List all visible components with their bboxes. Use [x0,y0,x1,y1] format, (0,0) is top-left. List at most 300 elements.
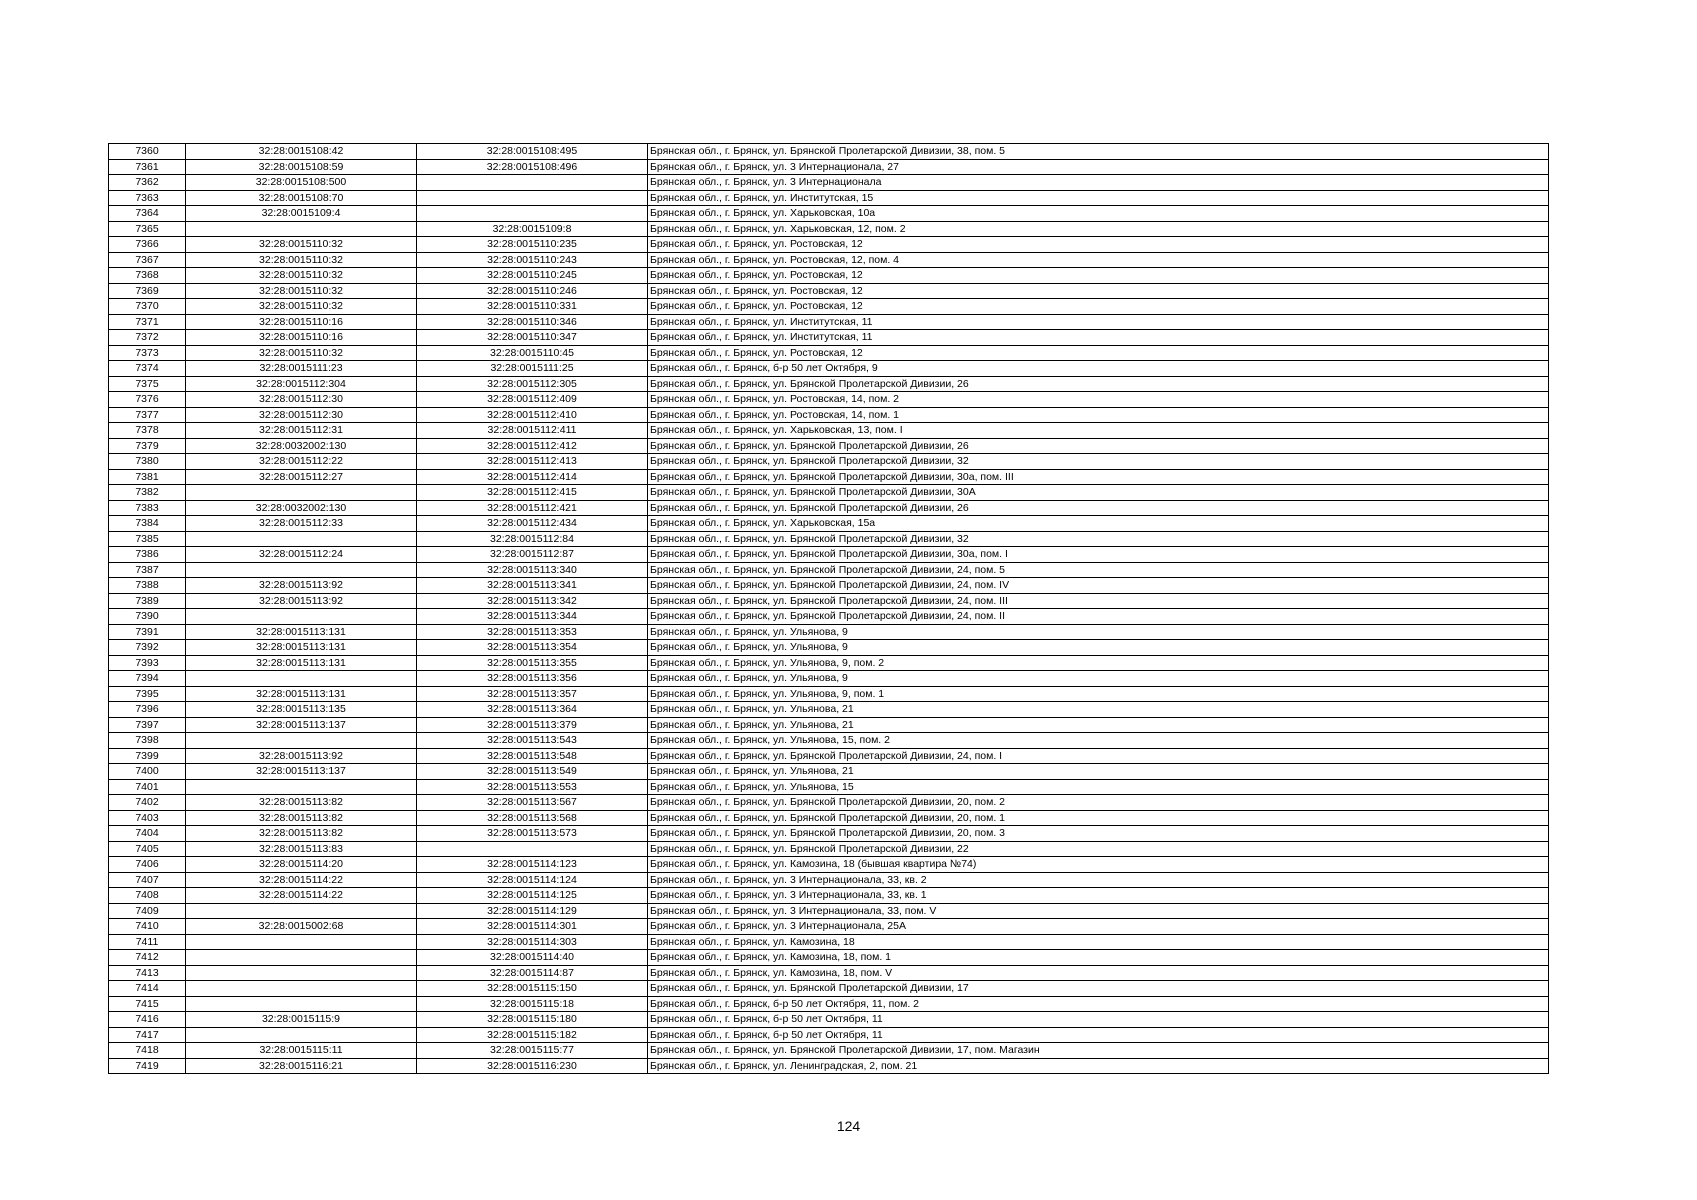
parcel-number-cell: 32:28:0015110:32 [186,345,417,361]
object-number-cell [417,175,648,191]
table-row [109,934,1549,950]
parcel-number-cell: 32:28:0015110:32 [186,237,417,253]
object-number-cell: 32:28:0015116:230 [417,1058,648,1074]
table-row [109,159,1549,175]
parcel-number-cell: 32:28:0015112:31 [186,423,417,439]
address-cell: Брянская обл., г. Брянск, ул. Институтская, 11 [648,314,1549,330]
parcel-number-cell [186,1027,417,1043]
table-row [109,531,1549,547]
table-row [109,640,1549,656]
table-row [109,330,1549,346]
parcel-number-cell [186,981,417,997]
row-number-cell: 7377 [109,407,186,423]
address-cell: Брянская обл., г. Брянск, ул. Ульянова, 9 [648,640,1549,656]
table-row [109,624,1549,640]
object-number-cell: 32:28:0015113:543 [417,733,648,749]
object-number-cell: 32:28:0015112:87 [417,547,648,563]
table-row [109,345,1549,361]
table-row [109,810,1549,826]
table-row [109,857,1549,873]
address-cell: Брянская обл., г. Брянск, ул. Брянской Пролетарской Дивизии, 17, пом. Магазин [648,1043,1549,1059]
table-row [109,1058,1549,1074]
object-number-cell: 32:28:0015113:553 [417,779,648,795]
table-row [109,206,1549,222]
address-cell: Брянская обл., г. Брянск, ул. 3 Интернационала, 25А [648,919,1549,935]
object-number-cell: 32:28:0015110:235 [417,237,648,253]
parcel-number-cell: 32:28:0015113:131 [186,624,417,640]
object-number-cell: 32:28:0015110:346 [417,314,648,330]
address-cell: Брянская обл., г. Брянск, ул. Ульянова, 15 [648,779,1549,795]
row-number-cell: 7381 [109,469,186,485]
row-number-cell: 7388 [109,578,186,594]
table-row [109,562,1549,578]
row-number-cell: 7409 [109,903,186,919]
parcel-number-cell: 32:28:0015112:24 [186,547,417,563]
object-number-cell: 32:28:0015112:410 [417,407,648,423]
row-number-cell: 7391 [109,624,186,640]
parcel-number-cell: 32:28:0015113:82 [186,795,417,811]
object-number-cell: 32:28:0015113:548 [417,748,648,764]
parcel-number-cell [186,531,417,547]
address-cell: Брянская обл., г. Брянск, ул. Брянской Пролетарской Дивизии, 32 [648,531,1549,547]
row-number-cell: 7389 [109,593,186,609]
address-cell: Брянская обл., г. Брянск, ул. Ростовская, 14, пом. 2 [648,392,1549,408]
address-cell: Брянская обл., г. Брянск, ул. Камозина, 18, пом. 1 [648,950,1549,966]
row-number-cell: 7397 [109,717,186,733]
address-cell: Брянская обл., г. Брянск, ул. Ульянова, 21 [648,764,1549,780]
address-cell: Брянская обл., г. Брянск, ул. Ростовская, 12 [648,283,1549,299]
row-number-cell: 7380 [109,454,186,470]
parcel-number-cell [186,965,417,981]
row-number-cell: 7366 [109,237,186,253]
table-row [109,996,1549,1012]
address-cell: Брянская обл., г. Брянск, ул. Брянской Пролетарской Дивизии, 24, пом. III [648,593,1549,609]
address-cell: Брянская обл., г. Брянск, ул. Харьковская, 10а [648,206,1549,222]
object-number-cell: 32:28:0015113:344 [417,609,648,625]
address-cell: Брянская обл., г. Брянск, ул. Ростовская, 12 [648,237,1549,253]
table-row [109,826,1549,842]
row-number-cell: 7379 [109,438,186,454]
object-number-cell: 32:28:0015115:182 [417,1027,648,1043]
object-number-cell: 32:28:0015110:45 [417,345,648,361]
parcel-number-cell: 32:28:0015109:4 [186,206,417,222]
object-number-cell: 32:28:0015113:355 [417,655,648,671]
address-cell: Брянская обл., г. Брянск, ул. Ростовская, 12 [648,268,1549,284]
object-number-cell: 32:28:0015113:364 [417,702,648,718]
table-row [109,764,1549,780]
parcel-number-cell: 32:28:0015112:22 [186,454,417,470]
table-row [109,237,1549,253]
table-row [109,1027,1549,1043]
parcel-number-cell: 32:28:0015113:131 [186,655,417,671]
object-number-cell: 32:28:0015112:305 [417,376,648,392]
row-number-cell: 7378 [109,423,186,439]
address-cell: Брянская обл., г. Брянск, ул. Ульянова, 21 [648,702,1549,718]
parcel-number-cell: 32:28:0015113:92 [186,578,417,594]
table-row [109,361,1549,377]
parcel-number-cell: 32:28:0015110:16 [186,314,417,330]
object-number-cell: 32:28:0015114:303 [417,934,648,950]
object-number-cell: 32:28:0015110:246 [417,283,648,299]
row-number-cell: 7374 [109,361,186,377]
parcel-number-cell: 32:28:0032002:130 [186,500,417,516]
address-cell: Брянская обл., г. Брянск, ул. Ульянова, 9, пом. 2 [648,655,1549,671]
parcel-number-cell: 32:28:0015112:27 [186,469,417,485]
object-number-cell: 32:28:0015113:567 [417,795,648,811]
row-number-cell: 7418 [109,1043,186,1059]
table-row [109,919,1549,935]
table-row [109,950,1549,966]
page-number: 124 [836,1118,861,1134]
object-number-cell: 32:28:0015108:495 [417,144,648,160]
parcel-number-cell: 32:28:0015115:11 [186,1043,417,1059]
table-row [109,252,1549,268]
address-cell: Брянская обл., г. Брянск, ул. Брянской Пролетарской Дивизии, 17 [648,981,1549,997]
row-number-cell: 7402 [109,795,186,811]
table-row [109,841,1549,857]
address-cell: Брянская обл., г. Брянск, ул. Ростовская, 12 [648,345,1549,361]
parcel-number-cell: 32:28:0015112:33 [186,516,417,532]
address-cell: Брянская обл., г. Брянск, ул. Институтская, 11 [648,330,1549,346]
table-row [109,1043,1549,1059]
object-number-cell: 32:28:0015113:573 [417,826,648,842]
address-cell: Брянская обл., г. Брянск, ул. Ростовская, 12 [648,299,1549,315]
parcel-number-cell: 32:28:0015115:9 [186,1012,417,1028]
parcel-number-cell [186,903,417,919]
table-row [109,903,1549,919]
address-cell: Брянская обл., г. Брянск, ул. Камозина, 18, пом. V [648,965,1549,981]
parcel-number-cell: 32:28:0015110:32 [186,252,417,268]
object-number-cell: 32:28:0015113:549 [417,764,648,780]
table-row [109,872,1549,888]
row-number-cell: 7375 [109,376,186,392]
address-cell: Брянская обл., г. Брянск, ул. Брянской Пролетарской Дивизии, 24, пом. I [648,748,1549,764]
table-row [109,981,1549,997]
address-cell: Брянская обл., г. Брянск, ул. Харьковская, 13, пом. I [648,423,1549,439]
row-number-cell: 7395 [109,686,186,702]
row-number-cell: 7412 [109,950,186,966]
row-number-cell: 7365 [109,221,186,237]
table-row [109,578,1549,594]
row-number-cell: 7393 [109,655,186,671]
parcel-number-cell: 32:28:0015112:30 [186,407,417,423]
row-number-cell: 7401 [109,779,186,795]
parcel-number-cell: 32:28:0015113:83 [186,841,417,857]
parcel-number-cell: 32:28:0015110:16 [186,330,417,346]
object-number-cell: 32:28:0015108:496 [417,159,648,175]
row-number-cell: 7363 [109,190,186,206]
address-cell: Брянская обл., г. Брянск, ул. Брянской Пролетарской Дивизии, 22 [648,841,1549,857]
table-row [109,454,1549,470]
address-cell: Брянская обл., г. Брянск, ул. Харьковская, 15а [648,516,1549,532]
row-number-cell: 7414 [109,981,186,997]
object-number-cell: 32:28:0015112:411 [417,423,648,439]
parcel-number-cell [186,950,417,966]
row-number-cell: 7411 [109,934,186,950]
object-number-cell: 32:28:0015114:124 [417,872,648,888]
object-number-cell: 32:28:0015115:150 [417,981,648,997]
address-cell: Брянская обл., г. Брянск, ул. Ульянова, 9 [648,671,1549,687]
object-number-cell: 32:28:0015112:84 [417,531,648,547]
parcel-number-cell [186,779,417,795]
table-row [109,795,1549,811]
table-row [109,392,1549,408]
object-number-cell: 32:28:0015109:8 [417,221,648,237]
row-number-cell: 7383 [109,500,186,516]
table-row [109,609,1549,625]
parcel-number-cell: 32:28:0015111:23 [186,361,417,377]
address-cell: Брянская обл., г. Брянск, ул. Ростовская, 14, пом. 1 [648,407,1549,423]
row-number-cell: 7404 [109,826,186,842]
row-number-cell: 7360 [109,144,186,160]
object-number-cell: 32:28:0015111:25 [417,361,648,377]
row-number-cell: 7394 [109,671,186,687]
row-number-cell: 7387 [109,562,186,578]
parcel-number-cell [186,996,417,1012]
address-cell: Брянская обл., г. Брянск, ул. Брянской Пролетарской Дивизии, 30а, пом. III [648,469,1549,485]
table-row [109,376,1549,392]
parcel-number-cell: 32:28:0032002:130 [186,438,417,454]
row-number-cell: 7369 [109,283,186,299]
table-row [109,190,1549,206]
address-cell: Брянская обл., г. Брянск, ул. Харьковская, 12, пом. 2 [648,221,1549,237]
parcel-number-cell: 32:28:0015113:131 [186,640,417,656]
table-row [109,299,1549,315]
parcel-number-cell: 32:28:0015114:20 [186,857,417,873]
address-cell: Брянская обл., г. Брянск, ул. Брянской Пролетарской Дивизии, 30а, пом. I [648,547,1549,563]
object-number-cell: 32:28:0015113:342 [417,593,648,609]
parcel-number-cell: 32:28:0015116:21 [186,1058,417,1074]
object-number-cell: 32:28:0015110:245 [417,268,648,284]
row-number-cell: 7386 [109,547,186,563]
row-number-cell: 7371 [109,314,186,330]
parcel-number-cell: 32:28:0015113:82 [186,826,417,842]
address-cell: Брянская обл., г. Брянск, ул. Ленинградская, 2, пом. 21 [648,1058,1549,1074]
parcel-number-cell: 32:28:0015110:32 [186,283,417,299]
address-cell: Брянская обл., г. Брянск, ул. Брянской Пролетарской Дивизии, 26 [648,438,1549,454]
object-number-cell: 32:28:0015112:412 [417,438,648,454]
row-number-cell: 7408 [109,888,186,904]
row-number-cell: 7392 [109,640,186,656]
table-row [109,268,1549,284]
address-cell: Брянская обл., г. Брянск, ул. Брянской Пролетарской Дивизии, 24, пом. II [648,609,1549,625]
parcel-number-cell: 32:28:0015113:135 [186,702,417,718]
object-number-cell: 32:28:0015112:415 [417,485,648,501]
table-row [109,407,1549,423]
parcel-number-cell: 32:28:0015110:32 [186,299,417,315]
table-row [109,144,1549,160]
object-number-cell: 32:28:0015115:77 [417,1043,648,1059]
row-number-cell: 7361 [109,159,186,175]
parcel-number-cell [186,609,417,625]
object-number-cell: 32:28:0015115:180 [417,1012,648,1028]
table-row [109,733,1549,749]
row-number-cell: 7370 [109,299,186,315]
table-row [109,175,1549,191]
parcel-number-cell [186,221,417,237]
row-number-cell: 7416 [109,1012,186,1028]
table-row [109,748,1549,764]
parcel-number-cell: 32:28:0015113:92 [186,748,417,764]
table-row [109,547,1549,563]
object-number-cell: 32:28:0015114:129 [417,903,648,919]
table-row [109,686,1549,702]
table-row [109,516,1549,532]
parcel-number-cell [186,733,417,749]
table-row [109,1012,1549,1028]
table-row [109,500,1549,516]
address-cell: Брянская обл., г. Брянск, ул. Брянской Пролетарской Дивизии, 24, пом. IV [648,578,1549,594]
table-body [109,144,1549,1074]
table-row [109,593,1549,609]
row-number-cell: 7362 [109,175,186,191]
parcel-number-cell: 32:28:0015112:30 [186,392,417,408]
object-number-cell: 32:28:0015114:40 [417,950,648,966]
row-number-cell: 7382 [109,485,186,501]
address-cell: Брянская обл., г. Брянск, ул. 3 Интернационала, 27 [648,159,1549,175]
parcel-number-cell: 32:28:0015113:137 [186,764,417,780]
address-cell: Брянская обл., г. Брянск, ул. Ульянова, 21 [648,717,1549,733]
address-cell: Брянская обл., г. Брянск, б-р 50 лет Октября, 11, пом. 2 [648,996,1549,1012]
parcel-number-cell [186,934,417,950]
table-row [109,283,1549,299]
table-row [109,779,1549,795]
parcel-number-cell: 32:28:0015110:32 [186,268,417,284]
object-number-cell: 32:28:0015110:347 [417,330,648,346]
address-cell: Брянская обл., г. Брянск, ул. Брянской Пролетарской Дивизии, 26 [648,500,1549,516]
parcel-number-cell: 32:28:0015108:59 [186,159,417,175]
row-number-cell: 7367 [109,252,186,268]
row-number-cell: 7390 [109,609,186,625]
object-number-cell: 32:28:0015110:331 [417,299,648,315]
object-number-cell [417,841,648,857]
row-number-cell: 7396 [109,702,186,718]
object-number-cell [417,206,648,222]
object-number-cell: 32:28:0015112:409 [417,392,648,408]
parcel-number-cell: 32:28:0015114:22 [186,872,417,888]
address-cell: Брянская обл., г. Брянск, ул. 3 Интернационала, 33, кв. 2 [648,872,1549,888]
parcel-number-cell [186,485,417,501]
object-number-cell: 32:28:0015112:421 [417,500,648,516]
parcel-number-cell: 32:28:0015114:22 [186,888,417,904]
object-number-cell: 32:28:0015113:340 [417,562,648,578]
address-cell: Брянская обл., г. Брянск, ул. Институтская, 15 [648,190,1549,206]
row-number-cell: 7419 [109,1058,186,1074]
parcel-number-cell: 32:28:0015108:42 [186,144,417,160]
parcel-number-cell [186,671,417,687]
object-number-cell: 32:28:0015113:379 [417,717,648,733]
object-number-cell: 32:28:0015113:341 [417,578,648,594]
address-cell: Брянская обл., г. Брянск, ул. Камозина, 18 [648,934,1549,950]
parcel-number-cell: 32:28:0015113:131 [186,686,417,702]
property-registry-table [108,143,1549,1074]
object-number-cell [417,190,648,206]
table-row [109,221,1549,237]
parcel-number-cell: 32:28:0015002:68 [186,919,417,935]
address-cell: Брянская обл., г. Брянск, ул. Камозина, 18 (бывшая квартира №74) [648,857,1549,873]
row-number-cell: 7400 [109,764,186,780]
object-number-cell: 32:28:0015110:243 [417,252,648,268]
parcel-number-cell: 32:28:0015112:304 [186,376,417,392]
table-row [109,438,1549,454]
table-row [109,888,1549,904]
object-number-cell: 32:28:0015112:413 [417,454,648,470]
object-number-cell: 32:28:0015114:301 [417,919,648,935]
table-row [109,655,1549,671]
address-cell: Брянская обл., г. Брянск, ул. Ульянова, 15, пом. 2 [648,733,1549,749]
object-number-cell: 32:28:0015113:357 [417,686,648,702]
row-number-cell: 7407 [109,872,186,888]
table-row [109,485,1549,501]
parcel-number-cell: 32:28:0015108:70 [186,190,417,206]
row-number-cell: 7399 [109,748,186,764]
address-cell: Брянская обл., г. Брянск, ул. Брянской Пролетарской Дивизии, 20, пом. 1 [648,810,1549,826]
parcel-number-cell: 32:28:0015108:500 [186,175,417,191]
table-row [109,702,1549,718]
object-number-cell: 32:28:0015113:353 [417,624,648,640]
row-number-cell: 7410 [109,919,186,935]
address-cell: Брянская обл., г. Брянск, ул. Брянской Пролетарской Дивизии, 38, пом. 5 [648,144,1549,160]
table-row [109,671,1549,687]
address-cell: Брянская обл., г. Брянск, ул. 3 Интернационала [648,175,1549,191]
object-number-cell: 32:28:0015113:356 [417,671,648,687]
address-cell: Брянская обл., г. Брянск, ул. 3 Интернационала, 33, пом. V [648,903,1549,919]
row-number-cell: 7415 [109,996,186,1012]
address-cell: Брянская обл., г. Брянск, ул. Брянской Пролетарской Дивизии, 20, пом. 2 [648,795,1549,811]
table-row [109,469,1549,485]
address-cell: Брянская обл., г. Брянск, ул. Ростовская, 12, пом. 4 [648,252,1549,268]
row-number-cell: 7405 [109,841,186,857]
parcel-number-cell: 32:28:0015113:137 [186,717,417,733]
table-row [109,423,1549,439]
object-number-cell: 32:28:0015112:414 [417,469,648,485]
row-number-cell: 7385 [109,531,186,547]
address-cell: Брянская обл., г. Брянск, ул. Ульянова, 9 [648,624,1549,640]
table-row [109,965,1549,981]
address-cell: Брянская обл., г. Брянск, б-р 50 лет Октября, 11 [648,1027,1549,1043]
row-number-cell: 7417 [109,1027,186,1043]
table-row [109,314,1549,330]
row-number-cell: 7398 [109,733,186,749]
object-number-cell: 32:28:0015112:434 [417,516,648,532]
object-number-cell: 32:28:0015114:87 [417,965,648,981]
object-number-cell: 32:28:0015114:123 [417,857,648,873]
parcel-number-cell [186,562,417,578]
address-cell: Брянская обл., г. Брянск, ул. Брянской Пролетарской Дивизии, 26 [648,376,1549,392]
parcel-number-cell: 32:28:0015113:92 [186,593,417,609]
row-number-cell: 7403 [109,810,186,826]
address-cell: Брянская обл., г. Брянск, ул. 3 Интернационала, 33, кв. 1 [648,888,1549,904]
parcel-number-cell: 32:28:0015113:82 [186,810,417,826]
object-number-cell: 32:28:0015115:18 [417,996,648,1012]
object-number-cell: 32:28:0015114:125 [417,888,648,904]
row-number-cell: 7373 [109,345,186,361]
row-number-cell: 7364 [109,206,186,222]
row-number-cell: 7384 [109,516,186,532]
address-cell: Брянская обл., г. Брянск, б-р 50 лет Октября, 11 [648,1012,1549,1028]
row-number-cell: 7376 [109,392,186,408]
address-cell: Брянская обл., г. Брянск, б-р 50 лет Октября, 9 [648,361,1549,377]
row-number-cell: 7368 [109,268,186,284]
address-cell: Брянская обл., г. Брянск, ул. Брянской Пролетарской Дивизии, 32 [648,454,1549,470]
object-number-cell: 32:28:0015113:568 [417,810,648,826]
table-row [109,717,1549,733]
address-cell: Брянская обл., г. Брянск, ул. Брянской Пролетарской Дивизии, 30А [648,485,1549,501]
address-cell: Брянская обл., г. Брянск, ул. Брянской Пролетарской Дивизии, 24, пом. 5 [648,562,1549,578]
row-number-cell: 7406 [109,857,186,873]
row-number-cell: 7372 [109,330,186,346]
address-cell: Брянская обл., г. Брянск, ул. Ульянова, 9, пом. 1 [648,686,1549,702]
